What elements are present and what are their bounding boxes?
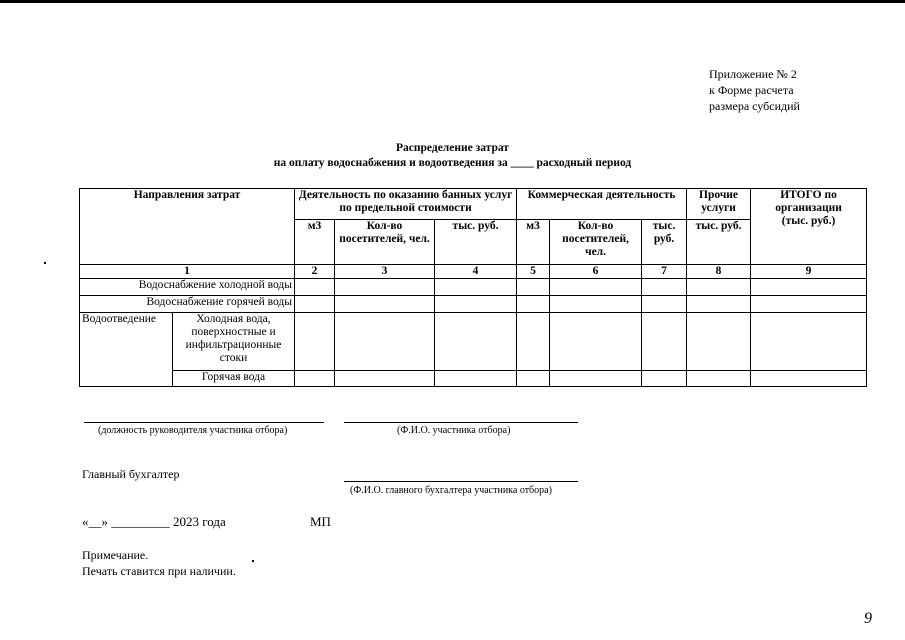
table-cell (687, 313, 751, 371)
chief-accountant-label: Главный бухгалтер (82, 467, 180, 481)
table-cell (642, 296, 687, 313)
note-text: Печать ставится при наличии. (82, 564, 236, 578)
table-cell (435, 313, 517, 371)
table-cell (517, 313, 550, 371)
header-bath-services: Деятельность по оказанию банных услуг по предельной стоимости (295, 189, 517, 220)
header-directions: Направления затрат (80, 189, 295, 265)
header-thous-rub-commercial: тыс. руб. (642, 220, 687, 265)
table-cell (751, 371, 867, 387)
table-cell (335, 371, 435, 387)
note-title: Примечание. (82, 548, 149, 562)
column-number-3: 3 (335, 265, 435, 279)
table-cell (435, 371, 517, 387)
table-cell (687, 296, 751, 313)
header-visitors-bath: Кол-во посетителей, чел. (335, 220, 435, 265)
column-number-5: 5 (517, 265, 550, 279)
document-title: Распределение затрат (396, 142, 509, 154)
scan-speck (252, 560, 254, 562)
row-drainage-cold: Холодная вода, поверхностные и инфильтрационные стоки (173, 313, 295, 371)
column-number-1: 1 (80, 265, 295, 279)
table-cell (335, 313, 435, 371)
header-total-label: ИТОГО по организации (775, 189, 842, 214)
table-cell (642, 371, 687, 387)
table-cell (295, 371, 335, 387)
row-drainage-hot: Горячая вода (173, 371, 295, 387)
top-border (0, 0, 905, 3)
table-cell (550, 371, 642, 387)
column-number-8: 8 (687, 265, 751, 279)
table-cell (335, 296, 435, 313)
column-number-9: 9 (751, 265, 867, 279)
appendix-line-2: к Форме расчета (709, 83, 794, 97)
table-cell (550, 296, 642, 313)
column-number-2: 2 (295, 265, 335, 279)
position-caption: (должность руководителя участника отбора) (98, 425, 288, 436)
fio-caption: (Ф.И.О. участника отбора) (397, 425, 511, 436)
table-cell (295, 313, 335, 371)
stamp-label: МП (310, 514, 331, 529)
table-cell (642, 313, 687, 371)
chief-fio-caption: (Ф.И.О. главного бухгалтера участника отбора) (350, 485, 552, 496)
chief-fio-signature-line (344, 481, 578, 482)
fio-signature-line (344, 422, 578, 423)
column-number-6: 6 (550, 265, 642, 279)
header-m3-bath: м3 (295, 220, 335, 265)
table-cell (550, 279, 642, 296)
table-cell (517, 279, 550, 296)
column-number-4: 4 (435, 265, 517, 279)
table-cell (435, 279, 517, 296)
table-cell (687, 371, 751, 387)
header-thous-rub-bath: тыс. руб. (435, 220, 517, 265)
header-other-services: Прочие услуги (687, 189, 751, 220)
row-hot-water: Водоснабжение горячей воды (80, 296, 295, 313)
table-cell (335, 279, 435, 296)
table-cell (751, 279, 867, 296)
header-visitors-commercial: Кол-во посетителей, чел. (550, 220, 642, 265)
position-signature-line (84, 422, 324, 423)
appendix-line-3: размера субсидий (709, 99, 800, 113)
document-subtitle: на оплату водоснабжения и водоотведения за ____ расходный период (273, 157, 632, 169)
scan-speck (44, 262, 46, 264)
table-cell (642, 279, 687, 296)
row-cold-water: Водоснабжение холодной воды (80, 279, 295, 296)
column-number-7: 7 (642, 265, 687, 279)
table-cell (751, 313, 867, 371)
table-cell (517, 296, 550, 313)
appendix-line-1: Приложение № 2 (709, 67, 797, 81)
table-cell (687, 279, 751, 296)
table-cell (517, 371, 550, 387)
appendix-block (709, 66, 800, 114)
row-drainage: Водоотведение (80, 313, 173, 387)
date-line: «__» _________ 2023 года (82, 514, 226, 529)
cost-distribution-table (79, 188, 867, 387)
table-cell (295, 279, 335, 296)
header-thous-rub-other: тыс. руб. (687, 220, 751, 265)
header-total (751, 189, 867, 265)
header-total-unit: (тыс. руб.) (781, 215, 836, 227)
table-cell (751, 296, 867, 313)
page-mark: 9 (864, 610, 872, 627)
table-cell (295, 296, 335, 313)
table-cell (435, 296, 517, 313)
table-cell (550, 313, 642, 371)
header-m3-commercial: м3 (517, 220, 550, 265)
header-commercial: Коммерческая деятельность (517, 189, 687, 220)
